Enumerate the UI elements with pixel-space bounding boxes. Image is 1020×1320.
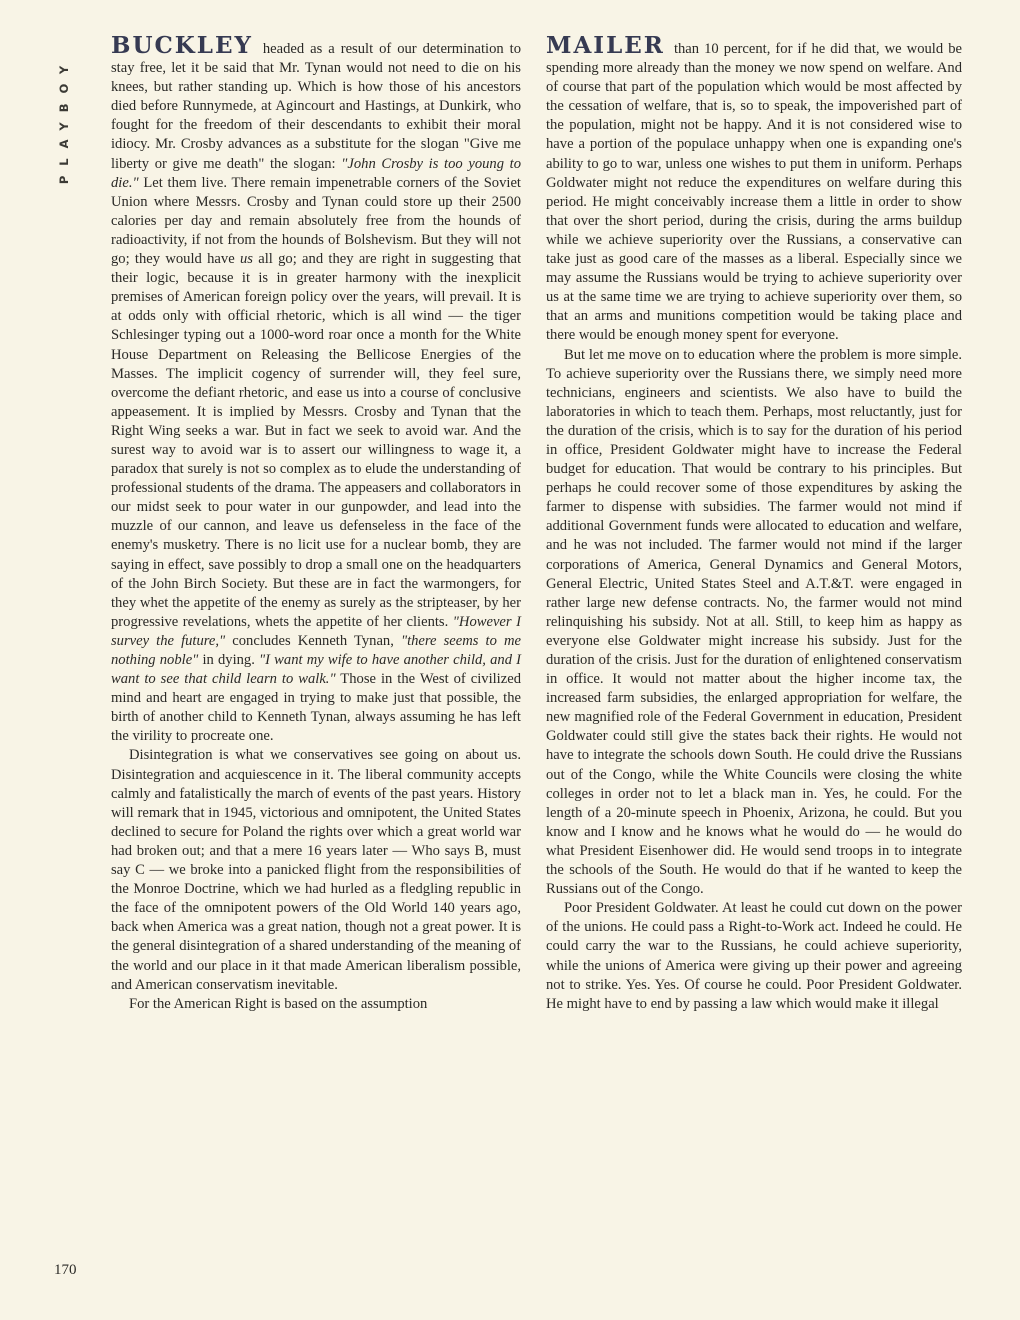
magazine-sideline	[52, 40, 76, 200]
magazine-title: PLAYBOY	[57, 55, 71, 185]
buckley-paragraph-1: BUCKLEY headed as a result of our determination to stay free, let it be said that Mr. Tynan would not need to die on his knees, but rather standing up. Which is how those of his ancestors died before Runnymede, at Agincourt and Hastings, at Dunkirk, who fought for the freedom of their descendants to exhibit their moral idiocy. Mr. Crosby advances as a substitute for the slogan "Give me liberty or give me death" the slogan: "John Crosby is too young to die." Let them live. There remain impenetrable corners of the Soviet Union where Messrs. Crosby and Tynan could store up their 2500 calories per day and remain absolutely free from the hounds of radioactivity, if not from the hounds of Bolshevism. But they will not go; they would have us all go; and they are right in suggesting that their logic, because it is in greater harmony with the inexplicit premises of American foreign policy over the years, will prevail. It is at odds only with official rhetoric, which is all wind — the tiger Schlesinger typing out a 1000-word roar once a month for the White House Department on Releasing the Bellicose Energies of the Masses. The implicit cogency of surrender will, they feel sure, overcome the defiant rhetoric, and ease us into a course of conclusive appeasement. It is implied by Messrs. Crosby and Tynan that the Right Wing seeks a war. But in fact we seek to avoid war. And the surest way to avoid war is to assert our willingness to wage it, a paradox that surely is not so complex as to elude the understanding of professional students of the drama. The appeasers and collaborators in our midst seek to pour water in our gunpowder, and lead into the muzzle of our cannon, and leave us defenseless in the face of the enemy's musketry. There is no licit use for a nuclear bomb, they are saying in effect, save possibly to drop a small one on the headquarters of the John Birch Society. But these are in fact the warmongers, for they whet the appetite of the enemy as surely as the stripteaser, by her progressive revelations, whets the appetite of her clients. "However I survey the future," concludes Kenneth Tynan, "there seems to me nothing noble" in dying. "I want my wife to have another child, and I want to see that child learn to walk." Those in the West of civilized mind and heart are engaged in trying to make just that possible, the birth of another child to Kenneth Tynan, always assuming he has left the virility to procreate one.	[111, 32, 522, 745]
mailer-paragraph-1: MAILER than 10 percent, for if he did that, we would be spending more already than the money we now spend on welfare. And of course that part of the population which would be most affected by the cessation of welfare, that is, so to speak, the impoverished part of the population, might not be happy. And it is not considered wise to have a portion of the populace unhappy when one is expanding one's ability to go to war, unless one wishes to put them in uniform. Perhaps Goldwater might not reduce the expenditures on welfare during this period. He might conceivably increase them a little in order to show that over the short period, during the crisis, during the arms buildup while we achieve superiority over the Russians, a conservative can take just as good care of the masses as a liberal. Especially since we may assume the Russians would be trying to achieve superiority over us at the same time we are trying to achieve superiority over them, so that an arms and munitions competition would be taking place and there would be enough money spent for everyone.	[546, 32, 962, 344]
right-column	[546, 32, 962, 1014]
left-column	[111, 32, 522, 1014]
buckley-paragraph-2: Disintegration is what we conservatives see going on about us. Disintegration and acquiescence in it. The liberal community accepts calmly and fatalistically the march of events of the past years. History will remark that in 1945, victorious and omnipotent, the United States declined to secure for Poland the rights over which a great world war had broken out; and that a mere 16 years later — Who says B, must say C — we broke into a panicked flight from the responsibilities of the Monroe Doctrine, which we had hurled as a fledgling republic in the face of the omnipotent powers of the Old World 140 years ago, back when America was a great nation, though not a great power. It is the general disintegration of a shared understanding of the meaning of the world and our place in it that made American liberalism possible, and American conservatism inevitable.	[111, 747, 521, 993]
speaker-buckley: BUCKLEY	[111, 32, 253, 59]
mailer-paragraph-2: But let me move on to education where the problem is more simple. To achieve superiority over the Russians there, we simply need more technicians, engineers and scientists. We also have to build the laboratories in which to teach them. Perhaps, most reluctantly, just for the duration of the crisis, which is to say for the duration of his period in office, President Goldwater might have to increase the Federal budget for education. That would be contrary to his principles. But perhaps he could recover some of those expenditures by asking the farmer to dispense with subsidies. The farmer would not mind if additional Government funds were allocated to education and welfare, and he was not included. The farmer would not mind if the larger corporations of America, General Dynamics and General Motors, General Electric, United States Steel and A.T.&T. were engaged in rather large new defense contracts. No, the farmer would not mind relinquishing his subsidy. Not at all. Still, to keep him as happy as everyone else Goldwater might increase his subsidy. Just for the duration of the crisis. Just for the duration of enlightened conservatism in office. It would not matter about the higher income tax, the increased farm subsidies, the enlarged appropriation for welfare, the new magnified role of the Federal Government in education, President Goldwater could still give the states back their rights. He would not have to integrate the schools down South. He could drive the Russians out of the Congo, while the White Councils were closing the white colleges in order not to let a black man in. Yes, he could. For the length of a 20-minute speech in Phoenix, Arizona, he could. But you know and I know and he knows what he would do — he would do what President Eisenhower did. He would send troops in to integrate the schools of the South. He would do that if he wanted to keep the Russians out of the Congo.	[546, 346, 962, 898]
page-number: 170	[54, 1262, 77, 1278]
mailer-paragraph-3: Poor President Goldwater. At least he could cut down on the power of the unions. He could pass a Right-to-Work act. Indeed he could. He could carry the war to the Russians, he could achieve superiority, while the unions of America were giving up their power and agreeing not to strike. Yes. Yes. Of course he could. Poor President Goldwater. He might have to end by passing a law which would make it illegal	[546, 900, 962, 1012]
buckley-paragraph-3: For the American Right is based on the assumption	[129, 995, 428, 1012]
speaker-mailer: MAILER	[546, 32, 665, 59]
